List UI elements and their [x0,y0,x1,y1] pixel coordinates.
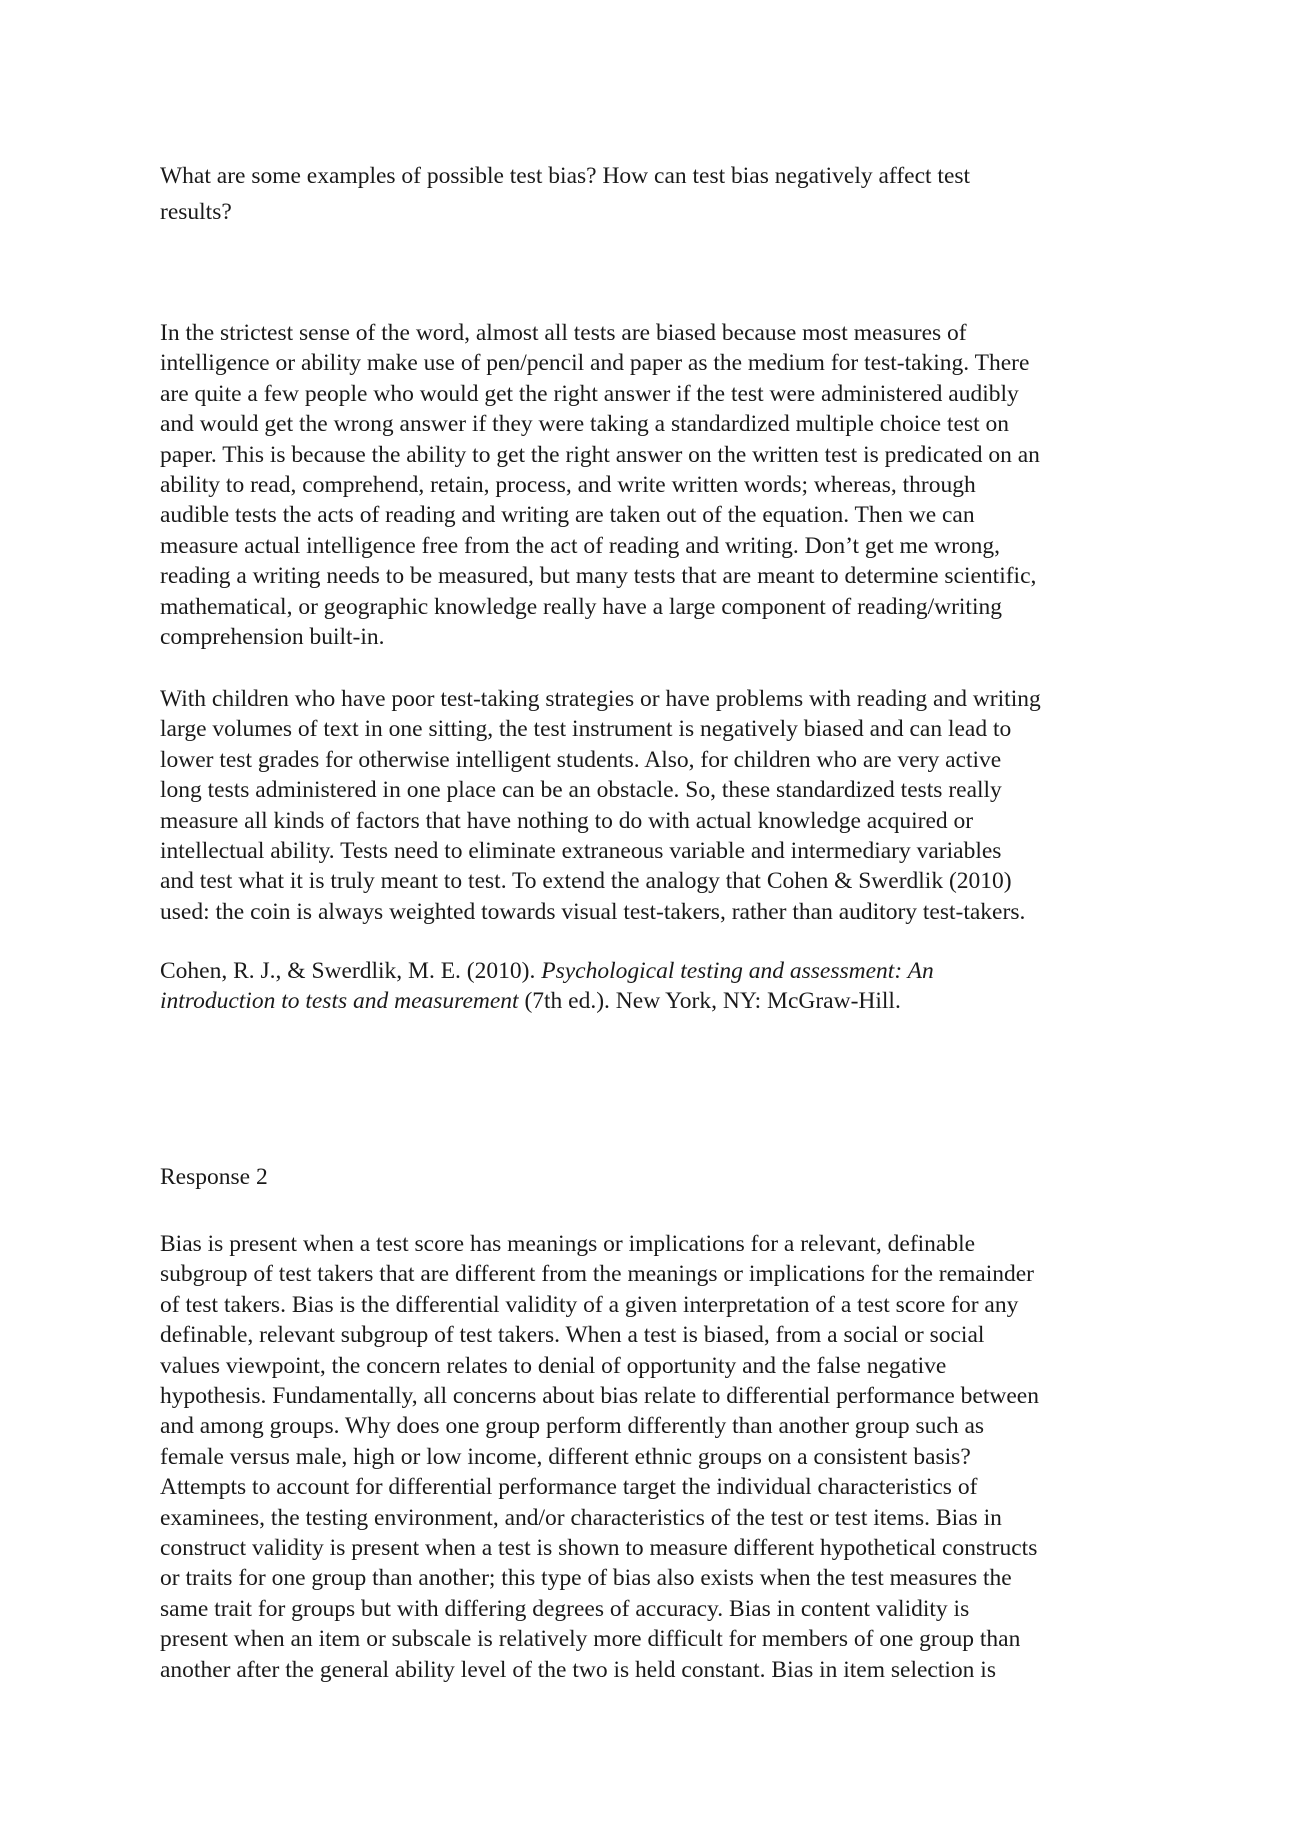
paragraph-line: and would get the wrong answer if they were taking a standardized multiple choice test on [160,411,1009,438]
paragraph-line: mathematical, or geographic knowledge really have a large component of reading/writing [160,593,1002,620]
question-line: results? [160,199,232,225]
paragraph-line: paper. This is because the ability to get the right answer on the written test is predicated on an [160,441,1040,468]
citation-line-2 [160,986,1160,1016]
paragraph-line: measure all kinds of factors that have nothing to do with actual knowledge acquired or [160,807,974,834]
paragraph-line: used: the coin is always weighted towards visual test-takers, rather than auditory test-takers. [160,898,1026,925]
paragraph-line: same trait for groups but with differing degrees of accuracy. Bias in content validity is [160,1595,970,1622]
paragraph-line: of test takers. Bias is the differential validity of a given interpretation of a test score for any [160,1291,1019,1318]
paragraph-line: large volumes of text in one sitting, the test instrument is negatively biased and can lead to [160,716,1012,743]
response-heading: Response 2 [160,1164,268,1190]
paragraph-line: audible tests the acts of reading and writing are taken out of the equation. Then we can [160,502,975,529]
paragraph-line: intellectual ability. Tests need to eliminate extraneous variable and intermediary variables [160,838,1002,865]
citation-title-part-1: Psychological testing and assessment: An [541,958,934,984]
paragraph-line: Bias is present when a test score has meanings or implications for a relevant, definable [160,1231,976,1257]
citation-line-1 [160,956,1160,986]
paragraph-line: and test what it is truly meant to test. To extend the analogy that Cohen & Swerdlik (2010) [160,868,1012,895]
paragraph-line: construct validity is present when a test is shown to measure different hypothetical constructs [160,1535,1038,1562]
answer-paragraph-1 [160,318,1160,652]
paragraph-line: or traits for one group than another; this type of bias also exists when the test measures the [160,1565,1012,1592]
citation-authors: Cohen, R. J., & Swerdlik, M. E. (2010). [160,958,542,984]
question-text [160,158,1090,230]
paragraph-line: ability to read, comprehend, retain, process, and write written words; whereas, through [160,472,976,499]
answer-paragraph-2 [160,684,1160,927]
reference-citation [160,956,1160,1017]
paragraph-line: values viewpoint, the concern relates to denial of opportunity and the false negative [160,1352,947,1379]
paragraph-line: and among groups. Why does one group perform differently than another group such as [160,1413,985,1440]
paragraph-line: measure actual intelligence free from the act of reading and writing. Don’t get me wrong, [160,532,1001,559]
paragraph-line: hypothesis. Fundamentally, all concerns about bias relate to differential performance between [160,1383,1039,1410]
paragraph-line: another after the general ability level of the two is held constant. Bias in item selection is [160,1656,996,1683]
paragraph-line: intelligence or ability make use of pen/pencil and paper as the medium for test-taking. There [160,350,1030,377]
citation-publisher: (7th ed.). New York, NY: McGraw-Hill. [518,988,901,1015]
paragraph-line: examinees, the testing environment, and/or characteristics of the test or test items. Bias in [160,1504,1002,1531]
citation-title-part-2: introduction to tests and measurement [160,988,519,1015]
paragraph-line: are quite a few people who would get the right answer if the test were administered audibly [160,380,1019,407]
question-line: What are some examples of possible test bias? How can test bias negatively affect test [160,163,971,189]
response-paragraph [160,1229,1160,1685]
paragraph-line: Attempts to account for differential performance target the individual characteristics of [160,1474,978,1501]
paragraph-line: In the strictest sense of the word, almost all tests are biased because most measures of [160,320,967,346]
paragraph-line: female versus male, high or low income, different ethnic groups on a consistent basis? [160,1443,971,1470]
paragraph-line: definable, relevant subgroup of test takers. When a test is biased, from a social or social [160,1322,985,1349]
paragraph-line: comprehension built-in. [160,624,385,651]
paragraph-line: long tests administered in one place can be an obstacle. So, these standardized tests really [160,777,1002,804]
paragraph-line: With children who have poor test-taking strategies or have problems with reading and writing [160,686,1041,712]
paragraph-line: present when an item or subscale is relatively more difficult for members of one group than [160,1626,1021,1653]
paragraph-line: reading a writing needs to be measured, but many tests that are meant to determine scientific, [160,563,1037,590]
paragraph-line: lower test grades for otherwise intelligent students. Also, for children who are very active [160,746,1002,773]
paragraph-line: subgroup of test takers that are different from the meanings or implications for the remainder [160,1261,1035,1288]
